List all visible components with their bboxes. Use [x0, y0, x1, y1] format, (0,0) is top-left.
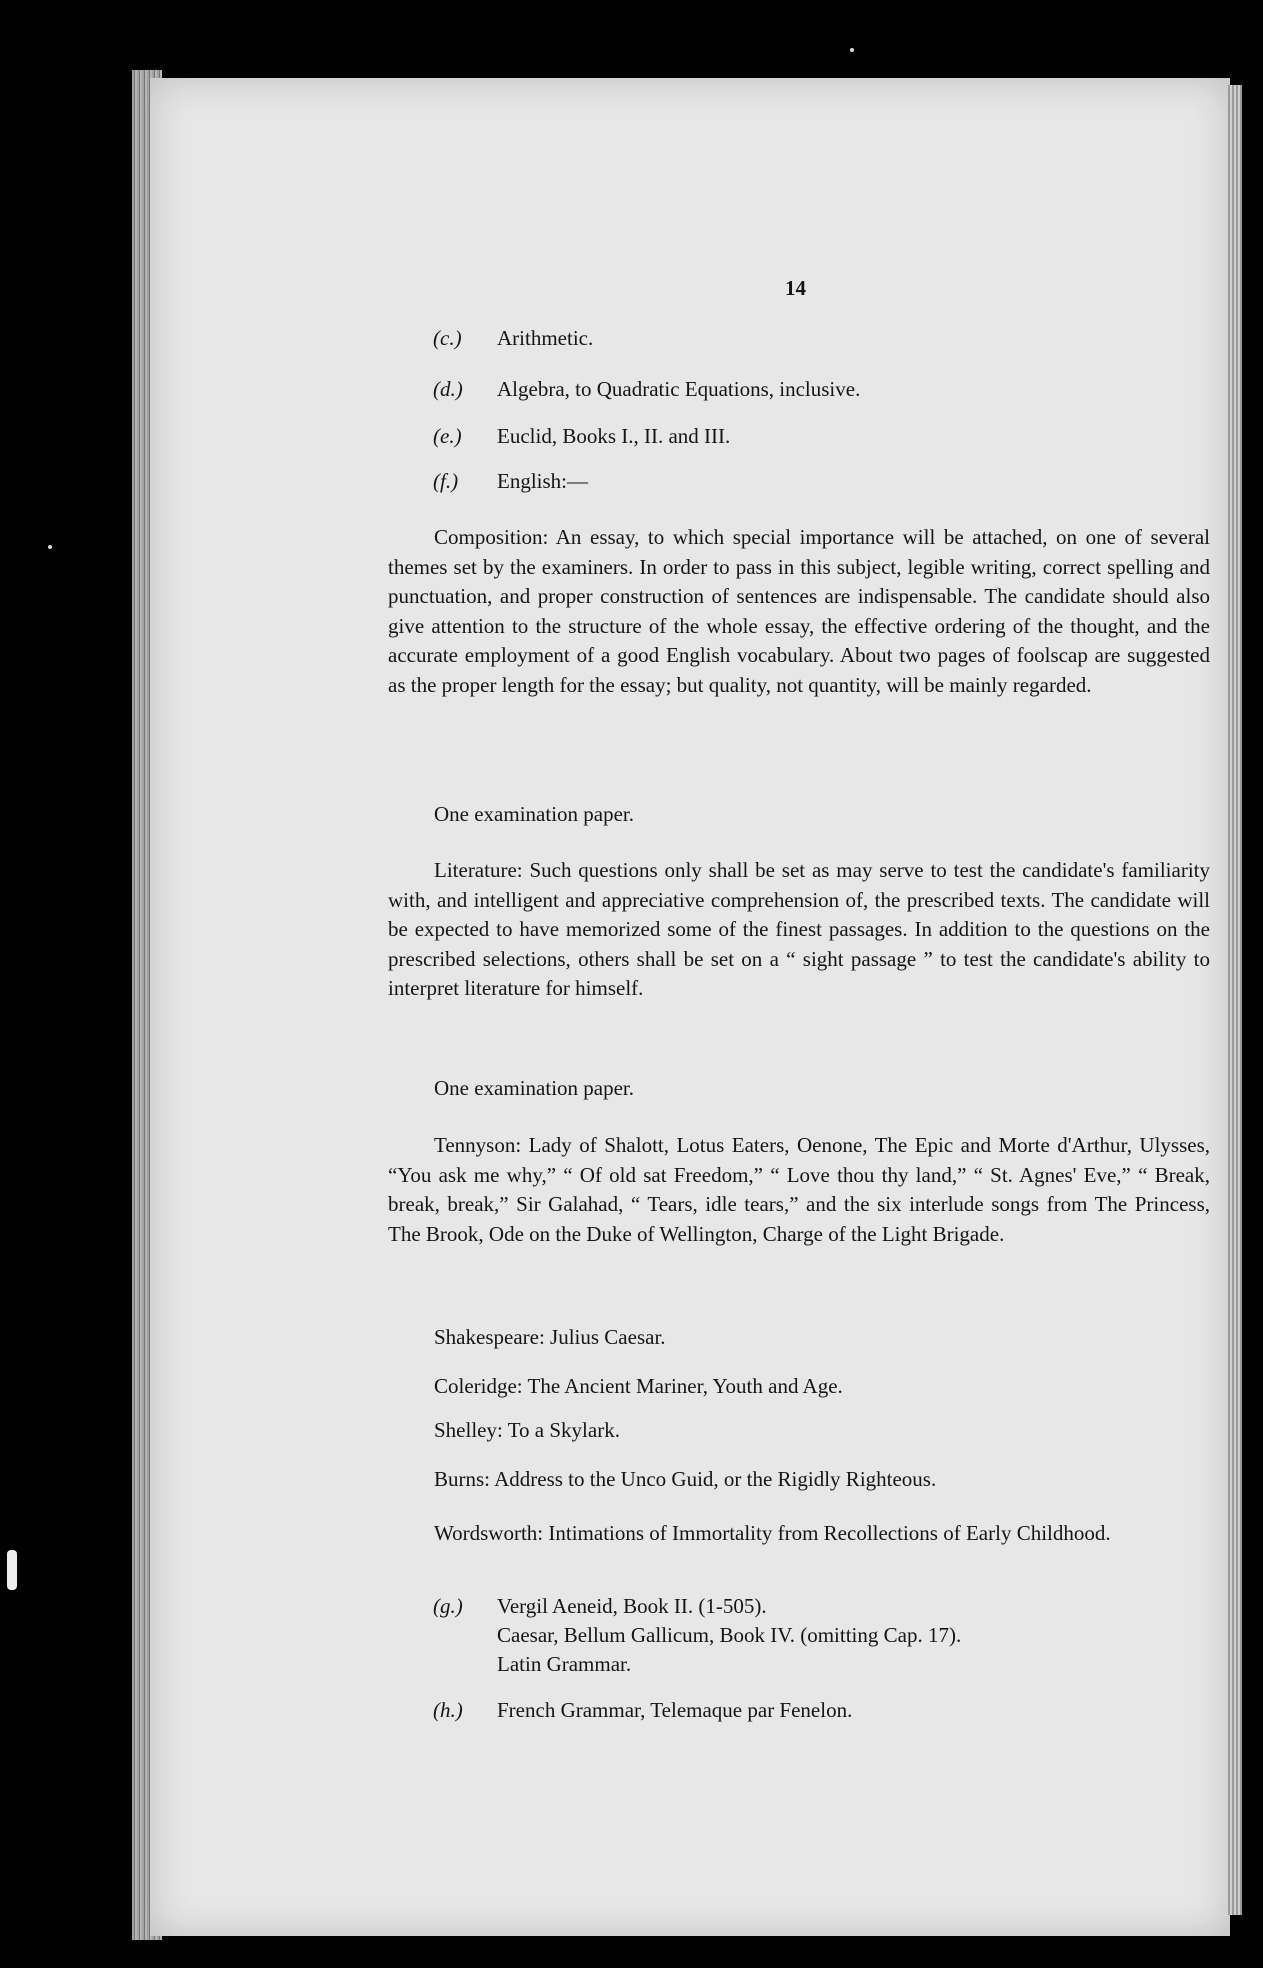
- scan-speck: [48, 545, 52, 549]
- page-edge-right: [1228, 85, 1242, 1915]
- wordsworth-paragraph: Wordsworth: Intimations of Immortality from Recollections of Early Childhood.: [434, 1521, 1111, 1545]
- item-f: [433, 469, 588, 494]
- item-d: [433, 377, 860, 402]
- item-mark: (d.): [433, 377, 463, 401]
- item-mark: (g.): [433, 1594, 463, 1618]
- item-g-line-1: Vergil Aeneid, Book II. (1-505).: [497, 1594, 767, 1618]
- item-mark: (h.): [433, 1698, 463, 1722]
- burns-line: Burns: Address to the Unco Guid, or the Rigidly Righteous.: [434, 1467, 937, 1491]
- item-mark: (e.): [433, 424, 462, 448]
- item-text: Algebra, to Quadratic Equations, inclusive.: [497, 377, 861, 401]
- item-h: [433, 1698, 852, 1723]
- item-g-line-3: Latin Grammar.: [497, 1652, 632, 1676]
- item-text: French Grammar, Telemaque par Fenelon.: [497, 1698, 853, 1722]
- item-g: [433, 1594, 767, 1619]
- item-g-line-2: Caesar, Bellum Gallicum, Book IV. (omitting Cap. 17).: [497, 1623, 962, 1647]
- item-text: Euclid, Books I., II. and III.: [497, 424, 731, 448]
- literature-paragraph: Literature: Such questions only shall be set as may serve to test the candidate's familiarity with, and intelligent and appreciative comprehension of, the prescribed texts. The candidate will be expected to have memorized some of the finest passages. In addition to the questions on the prescribed selections, others shall be set on a “ sight passage ” to test the candidate's ability to interpret literature for himself.: [388, 858, 1210, 1000]
- item-text: Arithmetic.: [497, 326, 594, 350]
- book-page: [150, 78, 1230, 1936]
- scan-speck: [7, 1550, 17, 1590]
- exam-paper-note-2: One examination paper.: [434, 1076, 635, 1100]
- item-c: [433, 326, 593, 351]
- exam-paper-note-1: One examination paper.: [434, 802, 635, 826]
- item-mark: (c.): [433, 326, 462, 350]
- tennyson-paragraph: Tennyson: Lady of Shalott, Lotus Eaters, Oenone, The Epic and Morte d'Arthur, Ulysses, “You ask me why,” “ Of old sat Freedom,” “ Love thou thy land,” “ St. Agnes' Eve,” “ Break, break, break,” Sir Galahad, “ Tears, idle tears,” and the six interlude songs from The Princess, The Brook, Ode on the Duke of Wellington, Charge of the Light Brigade.: [388, 1133, 1210, 1246]
- item-text: English:—: [497, 469, 589, 493]
- coleridge-line: Coleridge: The Ancient Mariner, Youth and Age.: [434, 1374, 843, 1398]
- scan-speck: [850, 48, 854, 52]
- shelley-line: Shelley: To a Skylark.: [434, 1418, 620, 1442]
- item-e: [433, 424, 730, 449]
- page-number: 14: [785, 276, 806, 300]
- item-mark: (f.): [433, 469, 459, 493]
- shakespeare-line: Shakespeare: Julius Caesar.: [434, 1325, 666, 1349]
- composition-paragraph: Composition: An essay, to which special importance will be attached, on one of several themes set by the examiners. In order to pass in this subject, legible writing, correct spelling and punctuation, and proper construction of sentences are indispensable. The candidate should also give attention to the structure of the whole essay, the effective ordering of the thought, and the accurate employment of a good English vocabulary. About two pages of foolscap are suggested as the proper length for the essay; but quality, not quantity, will be mainly regarded.: [388, 525, 1210, 697]
